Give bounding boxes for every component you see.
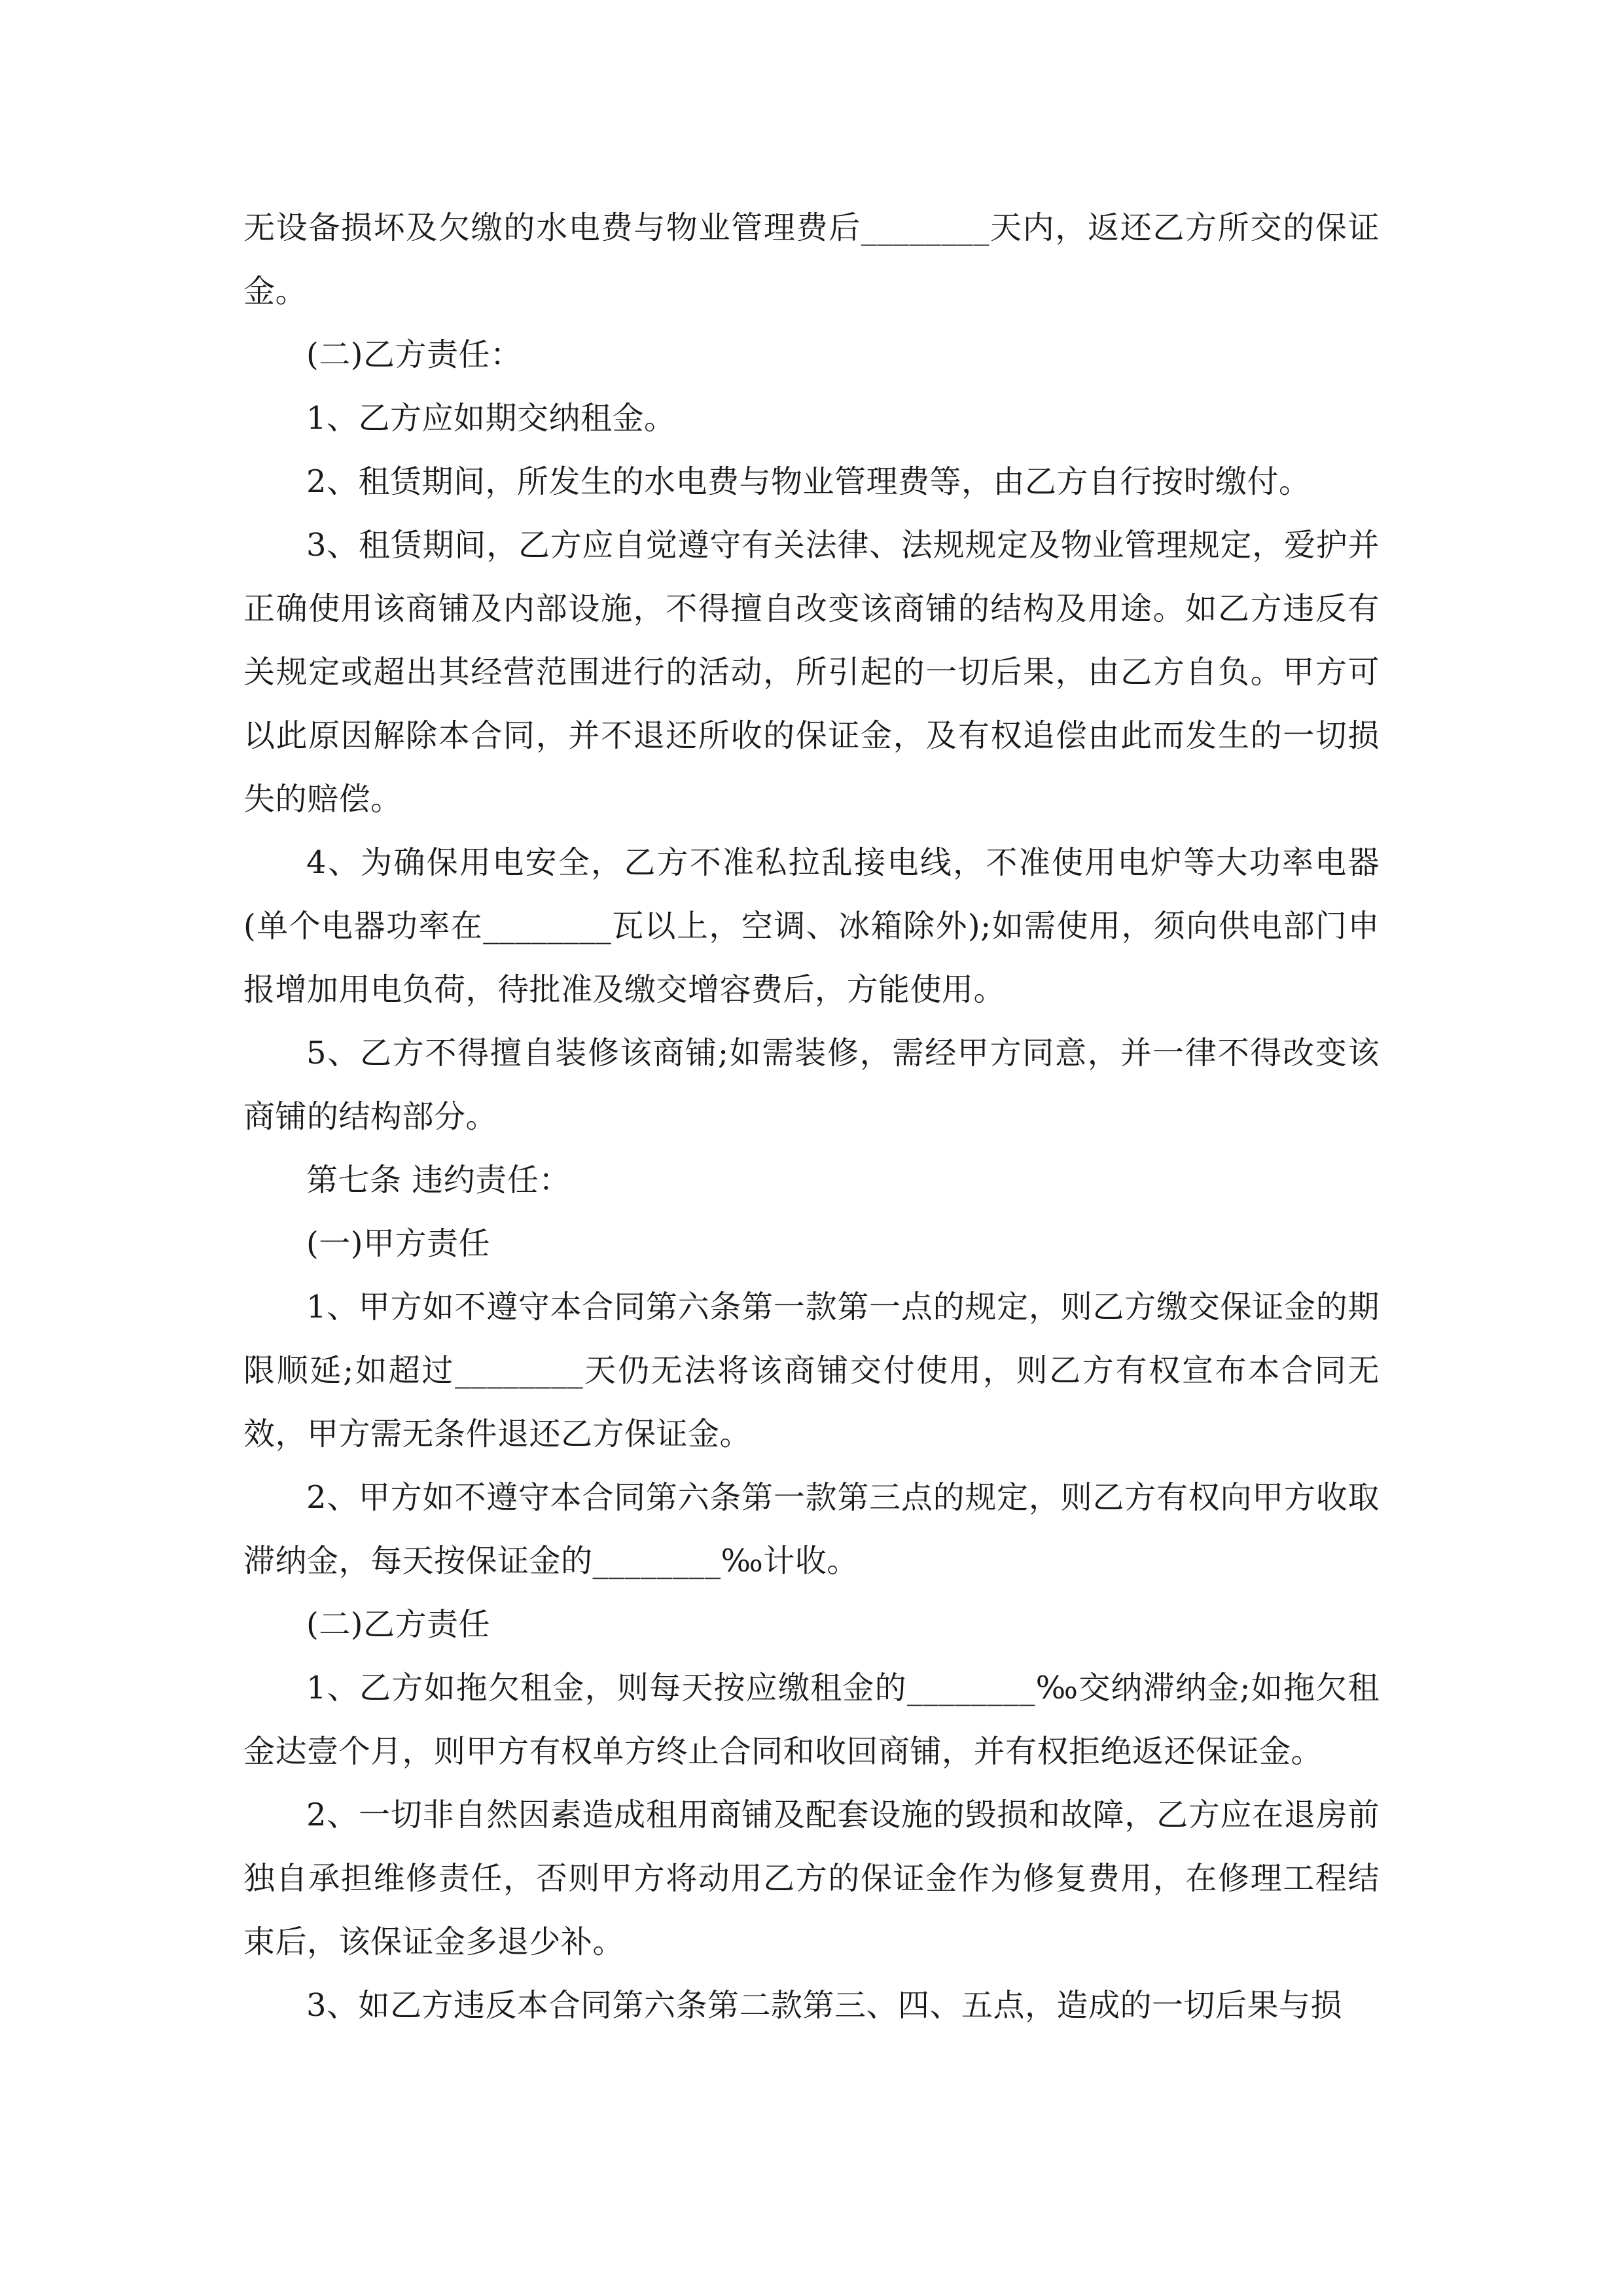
subsection-heading: (一)甲方责任 (306, 1225, 490, 1262)
document-body (243, 196, 1380, 2037)
paragraph: 5、乙方不得擅自装修该商铺;如需装修，需经甲方同意，并一律不得改变该商铺的结构部分。 (243, 1035, 1380, 1135)
paragraph: 2、甲方如不遵守本合同第六条第一款第三点的规定，则乙方有权向甲方收取滞纳金，每天按保证金的________‰计收。 (243, 1479, 1380, 1579)
paragraph: 4、为确保用电安全，乙方不准私拉乱接电线，不准使用电炉等大功率电器(单个电器功率在________瓦以上，空调、冰箱除外);如需使用，须向供电部门申报增加用电负荷，待批准及缴交增容费后，方能使用。 (243, 844, 1380, 1008)
paragraph: 3、如乙方违反本合同第六条第二款第三、四、五点，造成的一切后果与损 (306, 1987, 1343, 2024)
paragraph: 1、乙方如拖欠租金，则每天按应缴租金的________‰交纳滞纳金;如拖欠租金达壹个月，则甲方有权单方终止合同和收回商铺，并有权拒绝返还保证金。 (243, 1670, 1380, 1770)
paragraph: 1、乙方应如期交纳租金。 (306, 400, 676, 437)
paragraph: 2、一切非自然因素造成租用商铺及配套设施的毁损和故障，乙方应在退房前独自承担维修责任，否则甲方将动用乙方的保证金作为修复费用，在修理工程结束后，该保证金多退少补。 (243, 1797, 1380, 1960)
paragraph: (二)乙方责任： (306, 336, 522, 373)
subsection-heading: (二)乙方责任 (306, 1606, 490, 1643)
section-heading: 第七条 违约责任： (306, 1162, 571, 1198)
paragraph: 1、甲方如不遵守本合同第六条第一款第一点的规定，则乙方缴交保证金的期限顺延;如超过________天仍无法将该商铺交付使用，则乙方有权宣布本合同无效，甲方需无条件退还乙方保证金。 (243, 1289, 1380, 1452)
paragraph: 无设备损坏及欠缴的水电费与物业管理费后________天内，返还乙方所交的保证金。 (243, 209, 1380, 310)
paragraph: 2、租赁期间，所发生的水电费与物业管理费等，由乙方自行按时缴付。 (306, 463, 1311, 500)
paragraph: 3、租赁期间，乙方应自觉遵守有关法律、法规规定及物业管理规定，爱护并正确使用该商铺及内部设施，不得擅自改变该商铺的结构及用途。如乙方违反有关规定或超出其经营范围进行的活动，所引起的一切后果，由乙方自负。甲方可以此原因解除本合同，并不退还所收的保证金，及有权追偿由此而发生的一切损失的赔偿。 (243, 527, 1380, 817)
